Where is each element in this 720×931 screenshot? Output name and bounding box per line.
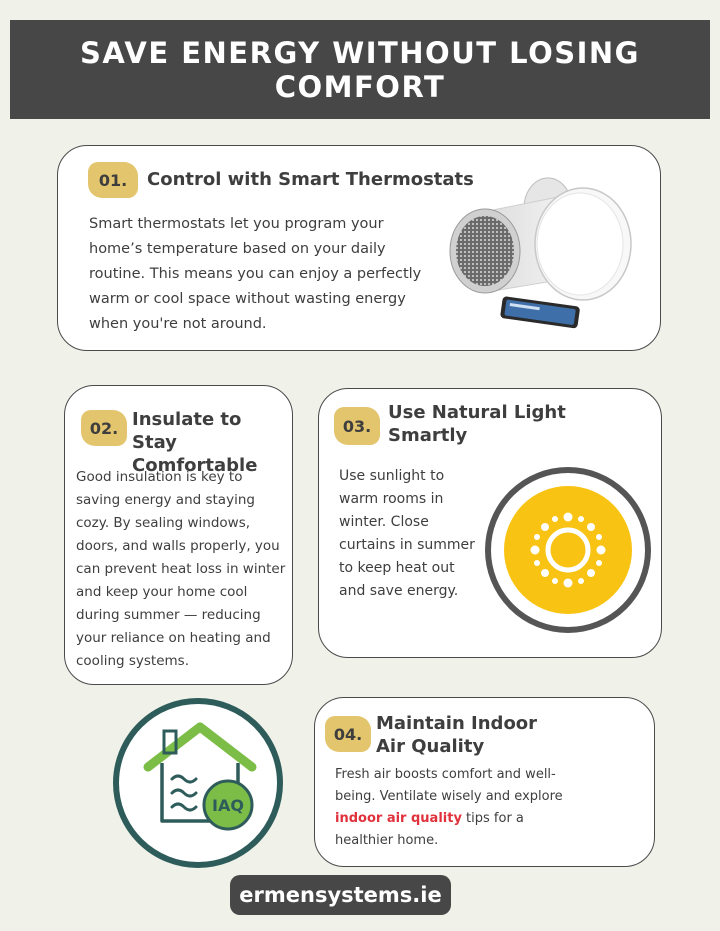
page-header [10, 20, 710, 119]
tip-body: Use sunlight to warm rooms in winter. Close curtains in summer to keep heat out and save energy. [339, 468, 475, 599]
tip-title-line1: Insulate to Stay [132, 409, 242, 453]
tip-number-badge: 02. [81, 410, 127, 446]
tip-card-1 [57, 145, 661, 351]
tip-number-badge: 01. [88, 162, 138, 198]
tip-body [335, 764, 585, 852]
tip-card-2 [64, 385, 293, 685]
website-footer-badge[interactable] [230, 875, 451, 915]
tip-body: Smart thermostats let you program your home’s temperature based on your daily routine. This means you can enjoy a perfectly warm or cool space without wasting energy when you're not around. [89, 216, 422, 332]
tip-title [388, 401, 588, 447]
tip-title: Control with Smart Thermostats [147, 169, 474, 190]
iaq-text: IAQ [212, 796, 244, 815]
tip-number-badge: 03. [334, 407, 380, 445]
tip-title-line2: Smartly [388, 425, 468, 446]
tip-title-line2: Air Quality [376, 736, 485, 757]
tip-title-line1: Use Natural Light [388, 402, 566, 423]
tip-number-badge: 04. [325, 716, 371, 752]
indoor-air-quality-link[interactable]: indoor air quality [335, 811, 462, 826]
website-link[interactable]: ermensystems.ie [239, 883, 442, 907]
tip-card-3 [318, 388, 662, 658]
tip-card-4 [314, 697, 655, 867]
tip-body-text-end: tips for a healthier home. [335, 811, 524, 848]
tip-title-line2: Comfortable [132, 455, 258, 476]
smart-thermostat-image [443, 166, 643, 336]
iaq-house-icon [112, 697, 284, 869]
sun-icon [484, 466, 652, 634]
page-title: SAVE ENERGY WITHOUT LOSING COMFORT [80, 35, 640, 104]
tip-body-text: Fresh air boosts comfort and well-being. Ventilate wisely and explore [335, 767, 563, 804]
tip-title [376, 712, 576, 758]
tip-body: Good insulation is key to saving energy and staying cozy. By sealing windows, doors, and walls properly, you can prevent heat loss in winter and keep your home cool during summer — reducing your reliance on heating and cooling systems. [76, 469, 286, 669]
tip-title-line1: Maintain Indoor [376, 713, 538, 734]
